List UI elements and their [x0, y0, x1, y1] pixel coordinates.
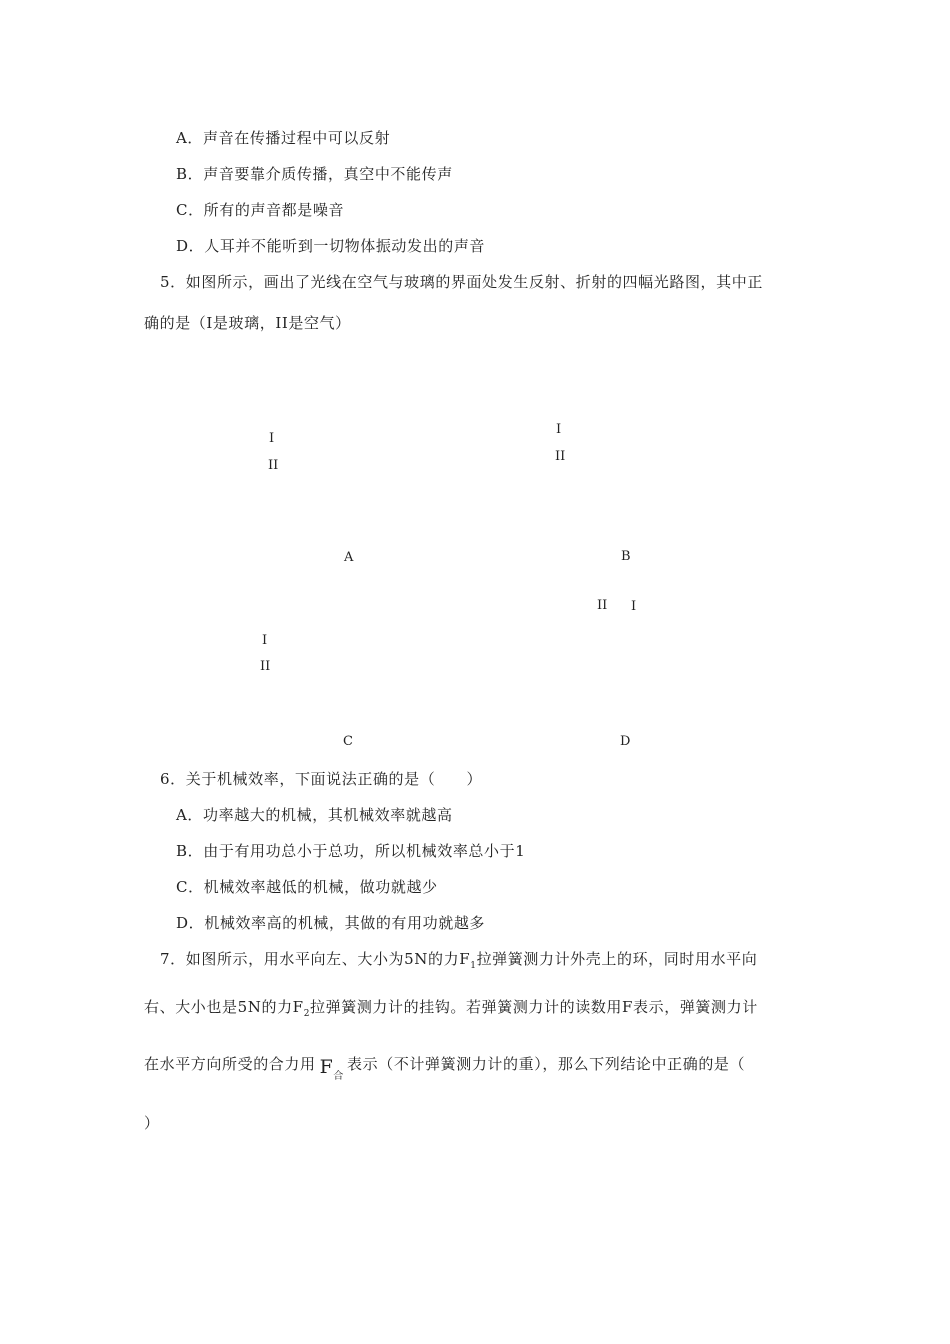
q7-net-force-letter: F: [319, 1056, 334, 1078]
q7-net-force-subscript: 合: [333, 1071, 345, 1082]
figure-b-caption: B: [621, 549, 631, 564]
q7-stem-line3: [144, 1052, 746, 1082]
figure-a-caption: A: [344, 550, 354, 565]
figure-a-lower-medium-label: II: [268, 458, 279, 473]
q7-stem-line1: [160, 948, 757, 971]
q4-option-a: A．声音在传播过程中可以反射: [176, 129, 391, 147]
figure-c-lower-medium-label: II: [260, 659, 271, 674]
figure-b-lower-medium-label: II: [555, 449, 566, 464]
figure-c-upper-medium-label: I: [262, 633, 268, 648]
q6-option-b: B．由于有用功总小于总功，所以机械效率总小于1: [176, 842, 526, 860]
q4-option-b: B．声音要靠介质传播，真空中不能传声: [176, 165, 453, 183]
q7-stem-line2: [144, 996, 758, 1019]
figure-d-caption: D: [620, 734, 631, 749]
q7-line3-text-b: 表示（不计弹簧测力计的重），那么下列结论中正确的是（: [347, 1055, 746, 1073]
q6-option-d: D．机械效率高的机械，其做的有用功就越多: [176, 914, 486, 932]
q6-stem: 6．关于机械效率，下面说法正确的是（ ）: [160, 770, 483, 788]
q5-stem-line1: 5．如图所示，画出了光线在空气与玻璃的界面处发生反射、折射的四幅光路图，其中正: [160, 273, 763, 291]
figure-c-caption: C: [343, 734, 353, 749]
q6-option-c: C．机械效率越低的机械，做功就越少: [176, 878, 438, 896]
q7-line1-text-a: 7．如图所示，用水平向左、大小为5N的力F: [160, 950, 471, 968]
q7-f2-subscript: 2: [303, 1009, 311, 1019]
q7-line2-text-a: 右、大小也是5N的力F: [144, 998, 304, 1016]
q4-option-c: C．所有的声音都是噪音: [176, 201, 345, 219]
q7-line2-text-b: 拉弹簧测力计的挂钩。若弹簧测力计的读数用F表示，弹簧测力计: [310, 998, 758, 1016]
figure-a-upper-medium-label: I: [269, 431, 275, 446]
q7-line3-text-a: 在水平方向所受的合力用: [144, 1055, 316, 1073]
figure-b-upper-medium-label: I: [556, 422, 562, 437]
q6-option-a: A．功率越大的机械，其机械效率就越高: [176, 806, 453, 824]
q7-stem-line4: ）: [144, 1114, 160, 1132]
q7-net-force-symbol: [319, 1056, 345, 1082]
figure-d-right-medium-label: I: [631, 599, 637, 614]
figure-d-left-medium-label: II: [597, 598, 608, 613]
q4-option-d: D．人耳并不能听到一切物体振动发出的声音: [176, 237, 486, 255]
q7-f1-subscript: 1: [470, 961, 477, 971]
q7-line1-text-b: 拉弹簧测力计外壳上的环，同时用水平向: [476, 950, 758, 968]
q5-stem-line2: 确的是（I是玻璃，II是空气）: [144, 314, 351, 332]
